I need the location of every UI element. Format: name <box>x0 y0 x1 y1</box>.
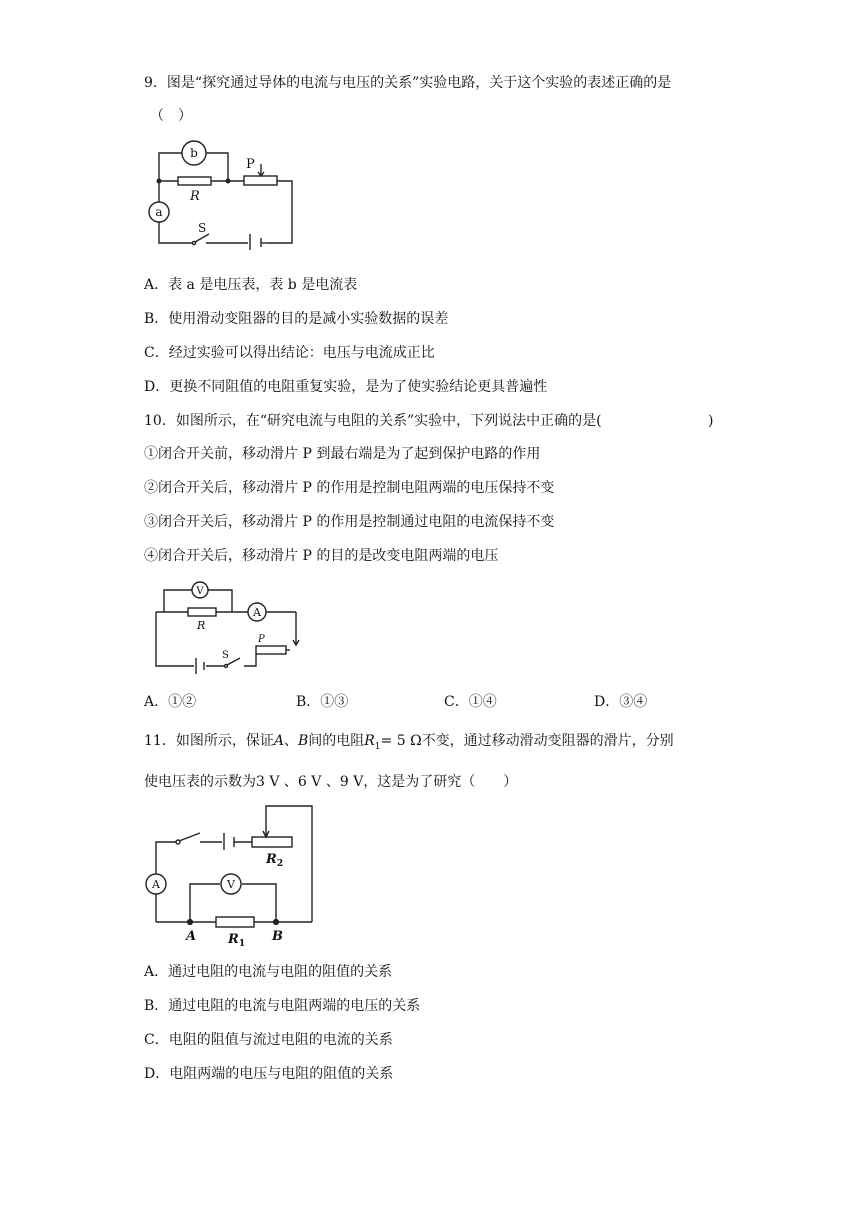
resistor-R1 <box>216 917 254 927</box>
voltmeter-label: V <box>227 878 235 891</box>
q11-option-c: C．电阻的阻值与流过电阻的电流的关系 <box>144 1032 393 1048</box>
q11-stem-line2: 使电压表的示数为3 V 、6 V 、9 V，这是为了研究（ ） <box>144 774 518 790</box>
wire <box>208 590 232 612</box>
wire <box>242 884 276 922</box>
node-label-B: B <box>272 929 283 944</box>
resistor-R <box>188 608 216 616</box>
q11-option-a: A．通过电阻的电流与电阻的阻值的关系 <box>144 964 393 980</box>
switch-label-S: S <box>222 650 229 661</box>
wire <box>159 153 182 180</box>
q11-node-b: B <box>297 733 309 749</box>
resistor-label-R: R <box>197 619 206 632</box>
q11-r1-subscript: 1 <box>374 741 381 752</box>
q9-option-c: C．经过实验可以得出结论：电压与电流成正比 <box>144 345 435 361</box>
q9-option-d: D．更换不同阻值的电阻重复实验，是为了使实验结论更具普遍性 <box>144 379 548 395</box>
q9-answer-paren: （ ） <box>150 108 192 124</box>
wire <box>268 181 292 243</box>
resistor-label-R: R <box>190 189 200 204</box>
q10-statement-3: ③闭合开关后，移动滑片 P 的作用是控制通过电阻的电流保持不变 <box>144 514 555 530</box>
switch-blade <box>179 833 200 841</box>
rheostat-label-r2: $R_2$ <box>266 852 284 869</box>
q11-stem-suffix: 不变，通过移动滑动变阻器的滑片，分别 <box>421 733 674 749</box>
q11-node-a: A <box>273 733 284 749</box>
q11-stem-line1 <box>144 732 674 756</box>
q11-option-d: D．电阻两端的电压与电阻的阻值的关系 <box>144 1066 394 1082</box>
ammeter-label: A <box>152 878 160 891</box>
q11-r1-symbol: R <box>364 733 375 749</box>
resistor-label-r1: $R_1$ <box>228 932 246 949</box>
q11-circuit-diagram <box>142 804 322 949</box>
q10-option-d: D．③④ <box>594 694 648 710</box>
wire <box>190 884 220 922</box>
node-label-A: A <box>186 929 197 944</box>
q9-circuit-diagram <box>140 140 300 250</box>
q10-stem-close: ) <box>708 413 714 429</box>
ammeter-label: A <box>253 606 261 619</box>
wire <box>156 842 176 874</box>
q10-statement-2: ②闭合开关后，移动滑片 P 的作用是控制电阻两端的电压保持不变 <box>144 480 555 496</box>
q10-option-c: C．①④ <box>444 694 497 710</box>
slider-label-P: P <box>246 157 255 172</box>
wire <box>156 612 194 666</box>
rheostat-R2 <box>252 837 292 847</box>
resistor-R <box>178 177 211 185</box>
q10-stem: 10．如图所示，在“研究电流与电阻的关系”实验中，下列说法中正确的是( <box>144 413 602 429</box>
q11-r1-value: = 5 Ω <box>380 733 422 749</box>
q9-stem: 9．图是“探究通过导体的电流与电压的关系”实验电路，关于这个实验的表述正确的是 <box>144 75 672 91</box>
meter-b-label: b <box>190 146 198 160</box>
switch-blade <box>227 658 240 665</box>
q10-statement-1: ①闭合开关前，移动滑片 P 到最右端是为了起到保护电路的作用 <box>144 446 541 462</box>
wire <box>244 654 256 666</box>
voltmeter-label: V <box>196 586 204 597</box>
rheostat-P <box>244 176 277 185</box>
q11-stem-mid: 间的电阻 <box>308 733 365 749</box>
q9-option-a: A．表 a 是电压表，表 b 是电流表 <box>144 277 358 293</box>
wire <box>159 222 192 243</box>
q11-separator: 、 <box>283 733 298 749</box>
meter-a-label: a <box>155 205 163 219</box>
q10-option-a: A．①② <box>144 694 197 710</box>
rheostat-P <box>256 646 286 654</box>
switch-label-S: S <box>198 221 207 235</box>
q10-statement-4: ④闭合开关后，移动滑片 P 的目的是改变电阻两端的电压 <box>144 548 499 564</box>
q10-circuit-diagram <box>150 578 310 678</box>
junction-dot <box>157 179 161 183</box>
q11-option-b: B．通过电阻的电流与电阻两端的电压的关系 <box>144 998 421 1014</box>
q9-option-b: B．使用滑动变阻器的目的是减小实验数据的误差 <box>144 311 449 327</box>
slider-label-P: P <box>258 634 265 645</box>
junction-dot <box>226 179 230 183</box>
switch-blade <box>195 234 209 242</box>
q10-option-b: B．①③ <box>296 694 349 710</box>
q11-stem-prefix: 11．如图所示，保证 <box>144 733 274 749</box>
